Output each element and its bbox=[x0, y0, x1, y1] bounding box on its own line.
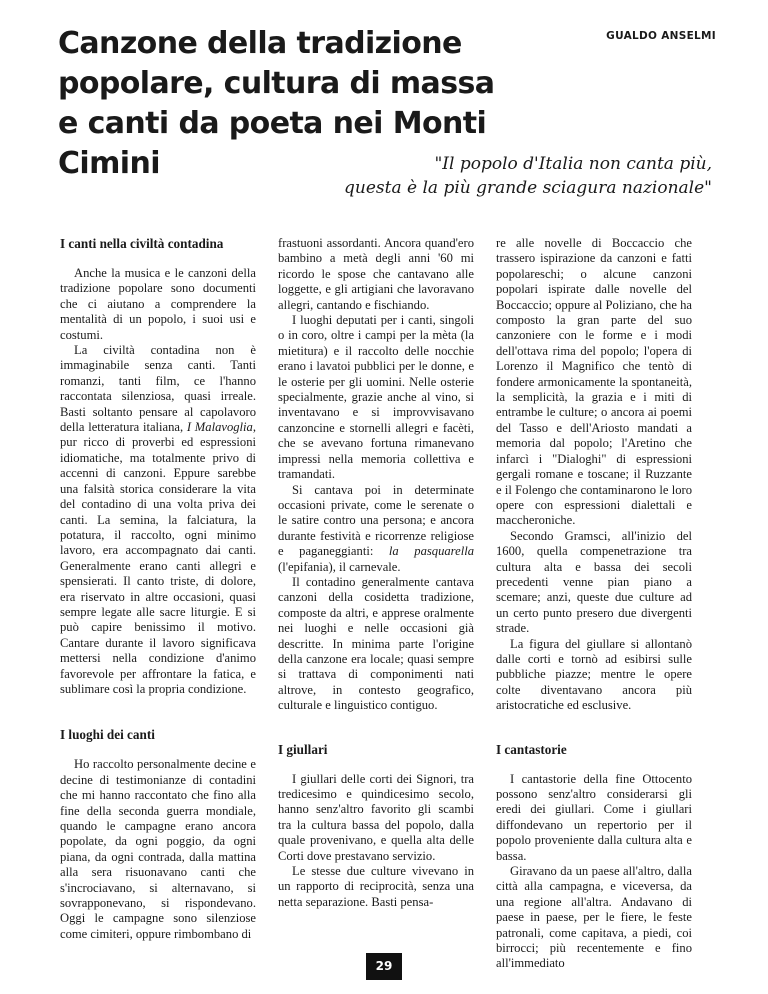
epigraph-line: questa è la più grande sciagura nazionale" bbox=[344, 178, 712, 198]
paragraph bbox=[278, 483, 474, 575]
paragraph: I cantastorie della fine Ottocento possono senz'altro considerarsi gli eredi dei giullari. Come i giullari diffondevano un repertorio per il popolo proveniente dalla cultura alta e bassa. bbox=[496, 771, 692, 863]
paragraph: Giravano da un paese all'altro, dalla città alla campagna, e viceversa, da una regione all'altra. Andavano di paese in paese, per le fiere, le feste patronali, come capitava, a piedi, coi birrocci; più recentemente e fino all'immediato bbox=[496, 864, 692, 971]
paragraph: La figura del giullare si allontanò dalle corti e tornò ad esibirsi sulle pubbliche piazze; mentre le opere colte diventavano ancora più aristocratiche ed esclusive. bbox=[496, 636, 692, 713]
paragraph: Le stesse due culture vivevano in un rapporto di reciprocità, senza una netta separazione. Basti pensa- bbox=[278, 864, 474, 909]
epigraph-quote bbox=[192, 152, 712, 200]
paragraph: I luoghi deputati per i canti, singoli o in coro, oltre i campi per la mèta (la mietitura) e il raccolto delle nocchie erano i lavatoi pubblici per le donne, e le osterie per gli uomini. Nelle osterie specialmente, grazie anche al vino, si inventavano e si improvvisavano canzoncine e stornelli allegri e facèti, che se avevano fortuna rimanevano impressi nella memoria collettiva e tramandati. bbox=[278, 313, 474, 482]
section-heading-cantastorie: I cantastorie bbox=[496, 741, 567, 757]
book-title: I Malavoglia bbox=[186, 420, 253, 435]
paragraph-text: (l'epifania), il carnevale. bbox=[278, 559, 401, 574]
epigraph-line: "Il popolo d'Italia non canta più, bbox=[434, 154, 712, 174]
section-heading-giullari: I giullari bbox=[278, 741, 328, 757]
article-title: Canzone della tradizione popolare, cultura di massa e canti da poeta nei Monti Cimini bbox=[58, 26, 495, 181]
text-column-3 bbox=[496, 236, 692, 972]
paragraph: I giullari delle corti dei Signori, tra tredicesimo e quindicesimo secolo, hanno senz'altro favorito gli scambi tra la cultura bassa del popolo, dalla quale provenivano, e quella alta delle Corti dove prestavano servizio. bbox=[278, 771, 474, 863]
paragraph-continued: frastuoni assordanti. Ancora quand'ero bambino a metà degli anni '60 mi ricordo le spose che cantavano alle loggette, e gli artigiani che lavoravano allegri, cantando e fischiando. bbox=[278, 236, 474, 312]
section-heading-luoghi: I luoghi dei canti bbox=[60, 727, 155, 743]
page-number: 29 bbox=[366, 953, 402, 980]
paragraph: Ho raccolto personalmente decine e decine di testimonianze di contadini che mi hanno raccontato che fino alla fine della seconda guerra mondiale, quando le campagne erano ancora popolate, da ogni poggio, da ogni piana, da ogni contrada, dalla mattina alla sera risuonavano canti che s'incrociavano, si alternavano, si sovrapponevano, si rispondevano. Oggi le campagne sono silenziose come cimiteri, oppure rimbombano di bbox=[60, 757, 256, 941]
author-name: GUALDO ANSELMI bbox=[606, 30, 716, 42]
paragraph: Secondo Gramsci, all'inizio del 1600, quella compenetrazione tra cultura alta e bassa dei secoli precedenti venne pian piano a scemare; anzi, queste due culture ad un certo punto presero due divergenti strade. bbox=[496, 528, 692, 636]
paragraph-text: La civiltà contadina non è immaginabile senza canti. Tanti romanzi, tanti film, ce l'hanno raccontata silenziosa, quasi irreale. Basti soltanto pensare al capolavoro della letteratura italiana, bbox=[60, 343, 256, 435]
paragraph: Anche la musica e le canzoni della tradizione popolare sono documenti che ci aiutano a comprendere la mentalità di un popolo, i suoi usi e costumi. bbox=[60, 266, 256, 342]
paragraph-continued: re alle novelle di Boccaccio che trassero ispirazione da canzoni e fatti popolareschi; o alcune canzoni popolari ispirate dalle novelle del Boccaccio; oppure al Poliziano, che ha composto la gran parte del suo canzoniere con le forme e i modi dell'ottava rima del popolo; l'opera di Lorenzo il Magnifico che tentò di fondere armonicamente la spontaneità, la semplicità, la grazia e i miti di entrambe le culture; o ancora ai poemi del Tasso e dell'Ariosto mandati a memoria dal popolo; l'Aretino che infarcì i "Dialoghi" di espressioni gergali romane e toscane; il Ruzzante e il Folengo che contaminarono le loro opere con espressioni dialettali e maccheroniche. bbox=[496, 236, 692, 528]
text-column-2 bbox=[278, 236, 474, 910]
section-heading-canti-contadina: I canti nella civiltà contadina bbox=[60, 236, 224, 251]
text-column-1 bbox=[60, 236, 256, 942]
paragraph bbox=[60, 343, 256, 697]
paragraph-text: , pur ricco di proverbi ed espressioni idiomatiche, ma totalmente privo di accenni di canzoni. Eppure sarebbe una falsità storica considerare la vita del contadino di una volta priva dei canti. La semina, la falciatura, la potatura, il raccolto, ogni minimo lavoro, era accompagnato dai canti. Generalmente erano canti allegri e spensierati. Il canto triste, di dolore, era riservato in altre occasioni, quasi sempre legate alle sacre liturgie. E si può capire benissimo il motivo. Cantare durante il lavoro significava mettersi nella condizione d'animo favorevole per affrontare la fatica, e sublimare così la propria condizione. bbox=[60, 420, 257, 696]
paragraph: Il contadino generalmente cantava canzoni della cosidetta tradizione, composte da altri, e apprese oralmente nei luoghi e nelle occasioni già descritte. In minima parte l'origine della canzone era locale; quasi sempre si trattava di componimenti nati altrove, in contesto geografico, culturale e linguistico contiguo. bbox=[278, 574, 474, 713]
feast-name: la pasquarella bbox=[388, 544, 474, 559]
paragraph-text: Si cantava poi in determinate occasioni private, come le serenate o le satire contro una persona; e ancora durante festività e ricorrenze religiose e paganeggianti: bbox=[278, 482, 474, 559]
